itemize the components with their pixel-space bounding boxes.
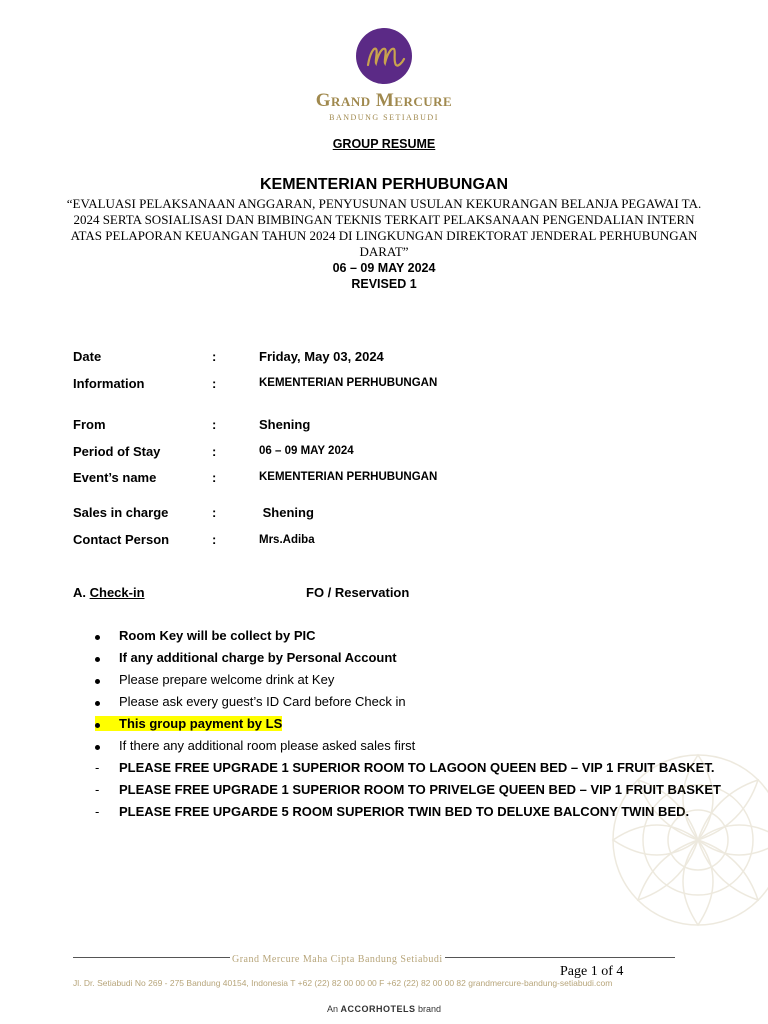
info-value: Shening	[259, 505, 314, 520]
list-item-text: PLEASE FREE UPGRADE 1 SUPERIOR ROOM TO LAGOON QUEEN BED – VIP 1 FRUIT BASKET.	[119, 760, 715, 775]
revision-label: REVISED 1	[351, 277, 417, 291]
info-label: Event’s name	[73, 470, 157, 485]
bullet-icon	[95, 650, 109, 665]
info-value: KEMENTERIAN PERHUBUNGAN	[259, 471, 438, 483]
brand-subtitle: BANDUNG SETIABUDI	[329, 113, 439, 122]
info-label: From	[73, 417, 106, 432]
info-value: Shening	[259, 417, 311, 432]
accor-suffix: brand	[418, 1004, 442, 1014]
footer-address: Jl. Dr. Setiabudi No 269 - 275 Bandung 40154, Indonesia T +62 (22) 82 00 00 00 F +62 (22) 82 00 00 82 grandmercure-bandung-setiabudi.com	[73, 978, 613, 988]
dash-marker: -	[95, 804, 100, 819]
info-value: 06 – 09 MAY 2024	[259, 445, 354, 457]
accor-brand-line	[0, 1004, 768, 1014]
hotel-logo	[0, 28, 768, 122]
section-prefix: A.	[73, 585, 90, 600]
section-dept: FO / Reservation	[306, 585, 410, 600]
list-item-text: PLEASE FREE UPGARDE 5 ROOM SUPERIOR TWIN BED TO DELUXE BALCONY TWIN BED.	[119, 804, 690, 819]
accor-brand: ACCORHOTELS	[340, 1004, 416, 1014]
info-label: Information	[73, 376, 145, 391]
info-colon: :	[212, 532, 217, 547]
bullet-icon	[95, 694, 109, 709]
info-value: Mrs.Adiba	[259, 534, 315, 546]
page-number: Page 1 of 4	[560, 964, 624, 979]
event-dates: 06 – 09 MAY 2024	[332, 261, 436, 275]
ornament-watermark-icon	[588, 690, 768, 995]
footer-hotel-name: Grand Mercure Maha Cipta Bandung Setiabudi	[232, 954, 443, 965]
bullet-icon	[95, 672, 109, 687]
m-monogram-icon	[356, 28, 412, 84]
info-value: Friday, May 03, 2024	[259, 349, 384, 364]
info-label: Date	[73, 349, 102, 364]
dash-marker: -	[95, 760, 100, 775]
info-label: Sales in charge	[73, 505, 169, 520]
section-a-heading	[73, 585, 145, 600]
list-item-text: Please prepare welcome drink at Key	[119, 672, 335, 687]
info-colon: :	[212, 349, 217, 364]
accor-prefix: An	[326, 1004, 338, 1014]
event-description: “EVALUASI PELAKSANAAN ANGGARAN, PENYUSUNAN USULAN KEKURANGAN BELANJA PEGAWAI TA. 2024 SERTA SOSIALISASI DAN BIMBINGAN TEKNIS TERKAIT PELAKSANAAN PENGENDALIAN INTERN ATAS PELAPORAN KEUANGAN TAHUN 2024 DI LINGKUNGAN DIREKTORAT JENDERAL PERHUBUNGAN DARAT”	[66, 196, 702, 259]
info-colon: :	[212, 505, 217, 520]
info-colon: :	[212, 444, 217, 459]
info-label: Contact Person	[73, 532, 170, 547]
info-colon: :	[212, 417, 217, 432]
list-item-text: Please ask every guest’s ID Card before Check in	[119, 694, 406, 709]
doc-type-title: GROUP RESUME	[332, 137, 436, 151]
info-colon: :	[212, 376, 217, 391]
list-item-text: PLEASE FREE UPGRADE 1 SUPERIOR ROOM TO PRIVELGE QUEEN BED – VIP 1 FRUIT BASKET	[119, 782, 721, 797]
bullet-icon	[95, 738, 109, 753]
info-value: KEMENTERIAN PERHUBUNGAN	[259, 377, 438, 389]
list-item-text: This group payment by LS	[119, 716, 283, 731]
list-item-text: If there any additional room please asked sales first	[119, 738, 416, 753]
list-item-text: Room Key will be collect by PIC	[119, 628, 316, 643]
list-item-text: If any additional charge by Personal Account	[119, 650, 397, 665]
brand-name: Grand Mercure	[315, 90, 453, 111]
dash-marker: -	[95, 782, 100, 797]
bullet-icon	[95, 716, 119, 731]
bullet-icon	[95, 628, 109, 643]
section-title: Check-in	[89, 585, 145, 600]
ministry-title: KEMENTERIAN PERHUBUNGAN	[259, 176, 508, 193]
info-colon: :	[212, 470, 217, 485]
info-label: Period of Stay	[73, 444, 161, 459]
